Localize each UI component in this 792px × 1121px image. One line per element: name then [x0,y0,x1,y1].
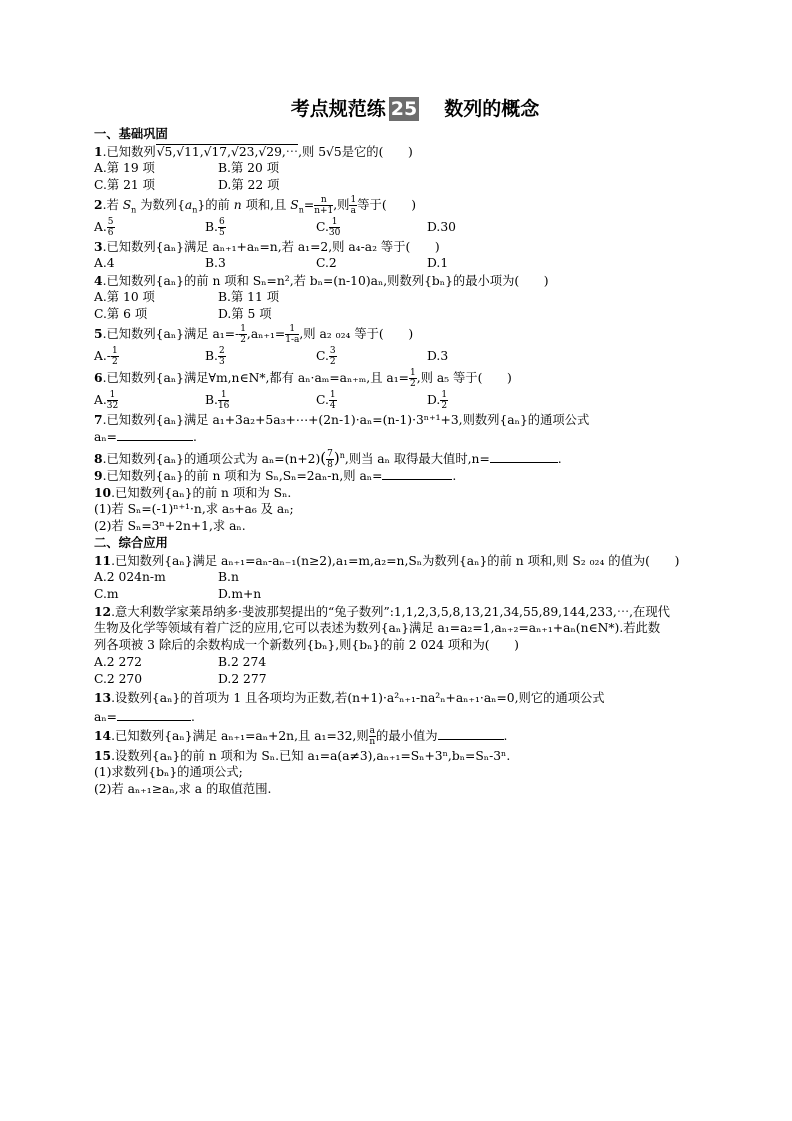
question-text: .已知数列{aₙ}满足 aₙ₊₁=aₙ+2n,且 a₁=32,则 [111,729,369,743]
math-sub: n [131,205,137,215]
question-text: .已知数列{aₙ}的前 n 项和为 Sₙ. [111,486,292,500]
question-14: 14.已知数列{aₙ}满足 aₙ₊₁=aₙ+2n,且 a₁=32,则 $\frac{a}{n}$ 的最小值为 . [94,726,508,747]
fraction: $\frac{6}{5}$ [218,217,225,238]
question-text: .已知数列{aₙ}满足∀m,n∈N*,都有 aₙ·aₘ=aₙ₊ₘ,且 a₁= [102,371,409,385]
math-var: S [290,198,299,212]
question-text: 为数列{ [136,198,185,212]
option-c[interactable]: C.第 21 项 [94,178,155,192]
question-number: 11 [94,553,112,568]
options-row [94,216,706,238]
fraction: $\frac{1}{30}$ [328,217,341,238]
question-number: 8 [94,451,103,467]
question-6 [94,367,706,389]
question-number: 12 [94,604,112,619]
question-number: 10 [94,485,112,500]
option-c[interactable]: C.m [94,587,119,601]
option-b[interactable]: B.3 [205,256,226,270]
question-text: .意大利数学家莱昂纳多·斐波那契提出的“兔子数列”:1,1,2,3,5,8,13,21,34,55,89,144,233,⋯,在现代 [111,605,670,619]
title-number-badge: 25 [390,98,418,120]
fraction: $\frac{1}{1-a}$ [285,324,300,345]
question-5 [94,323,706,345]
question-text: 等于( ) [357,198,417,212]
option-c[interactable]: C.2 [316,256,337,270]
question-15-part-1: (1)求数列{bₙ}的通项公式; [94,765,243,779]
question-10 [94,484,706,501]
question-text: .已知数列{aₙ}满足 aₙ₊₁=aₙ-aₙ₋₁(n≥2),a₁=m,a₂=n,Sₙ为数列{aₙ}的前 n 项和,则 S₂ ₀₂₄ 的值为( ) [111,554,680,568]
question-text: .设数列{aₙ}的前 n 项和为 Sₙ.已知 a₁=a(a≠3),aₙ₊₁=Sₙ+3ⁿ,bₙ=Sₙ-3ⁿ. [111,749,511,763]
option-d[interactable]: D.30 [427,220,456,234]
math-var: n [233,198,242,212]
option-d[interactable]: D.第 22 项 [218,178,280,192]
option-b[interactable]: B. $\frac{6}{5}$ [205,217,225,238]
question-text: .已知数列 [102,145,156,159]
option-d[interactable]: D. $\frac{1}{2}$ [427,390,448,411]
options-row [94,177,706,194]
option-b[interactable]: B.第 11 项 [218,290,280,304]
question-text: ,aₙ₊₁= [246,327,286,341]
answer-blank[interactable] [117,428,193,441]
fraction: $\frac{1}{2}$ [409,368,416,389]
question-text: .已知数列{aₙ}的前 n 项和为 Sₙ,Sₙ=2aₙ-n,则 aₙ= [102,469,383,483]
option-b[interactable]: B.2 274 [218,655,267,669]
question-text: ,则 a₂ ₀₂₄ 等于( ) [299,327,414,341]
question-12-line-3: 列各项被 3 除后的余数构成一个新数列{bₙ},则{bₙ}的前 2 024 项和为( ) [94,638,519,652]
question-text: 的最小值为 [376,729,438,743]
question-number: 15 [94,748,112,763]
fraction: $\frac{5}{6}$ [107,217,114,238]
question-3 [94,238,706,255]
answer-blank[interactable] [382,467,452,480]
answer-blank[interactable] [490,450,558,463]
options-row [94,671,706,688]
option-a[interactable]: A.第 19 项 [94,161,155,175]
option-a[interactable]: A. $\frac{1}{32}$ [94,390,119,411]
question-15-part-2: (2)若 aₙ₊₁≥aₙ,求 a 的取值范围. [94,782,272,796]
fraction: $\frac{1}{a}$ [350,195,357,216]
exercise-page [94,92,706,798]
option-b[interactable]: B. $\frac{2}{3}$ [205,346,225,367]
math-sub: n [298,205,304,215]
options-row [94,306,706,323]
answer-blank[interactable] [117,708,191,721]
fraction: $\frac{3}{2}$ [329,346,336,367]
question-number: 7 [94,412,103,427]
question-10-part-2: (2)若 Sₙ=3ⁿ+2n+1,求 aₙ. [94,519,246,533]
options-row [94,654,706,671]
question-text: .已知数列{aₙ}满足 aₙ₊₁+aₙ=n,若 a₁=2,则 a₄-a₂ 等于( ) [102,240,440,254]
question-12-line-2: 生物及化学等领域有着广泛的应用,它可以表述为数列{aₙ}满足 a₁=a₂=1,aₙ₊₂=aₙ₊₁+aₙ(n∈N*).若此数 [94,621,661,635]
option-c[interactable]: C. $\frac{1}{30}$ [316,217,341,238]
question-7 [94,411,706,428]
question-text: ,则当 aₙ 取得最大值时,n= [344,452,490,467]
question-number: 4 [94,273,103,288]
fraction: $\frac{1}{2}$ [111,346,118,367]
option-c[interactable]: C.2 270 [94,672,143,686]
option-c[interactable]: C. $\frac{3}{2}$ [316,346,336,367]
options-row [94,345,706,367]
option-b[interactable]: B.n [218,570,239,584]
option-c[interactable]: C. $\frac{1}{4}$ [316,390,336,411]
option-d[interactable]: D.2 277 [218,672,267,686]
options-row [94,569,706,586]
question-13 [94,688,706,708]
option-a[interactable]: A.2 024n-m [94,570,166,584]
question-13-answer-line: aₙ= . [94,710,195,724]
question-7-answer-line: aₙ= . [94,430,197,444]
fraction: $\frac{1}{16}$ [217,390,230,411]
question-15 [94,747,706,764]
page-title [124,92,706,126]
math-sub: n [192,205,198,215]
question-8: 8.已知数列{aₙ}的通项公式为 aₙ=(n+2)( $\frac{7}{8}$ )$^n$,则当 aₙ 取得最大值时,n= . [94,449,562,471]
option-a[interactable]: A. $\frac{5}{6}$ [94,217,114,238]
question-text: ,则 [333,198,350,212]
options-row [94,255,706,272]
question-2 [94,194,706,216]
fraction: $\frac{1}{2}$ [240,324,246,345]
question-11 [94,552,706,569]
question-10-part-1: (1)若 Sₙ=(-1)ⁿ⁺¹·n,求 a₅+a₆ 及 aₙ; [94,502,294,516]
question-4 [94,272,706,289]
sequence-text: √5,√11,√17,√23,√29,⋯ [156,145,299,159]
option-a[interactable]: A.4 [94,256,115,270]
question-text: .已知数列{aₙ}满足 a₁+3a₂+5a₃+⋯+(2n-1)·aₙ=(n-1)·3ⁿ⁺¹+3,则数列{aₙ}的通项公式 [102,413,590,427]
question-text: .若 [102,198,123,212]
question-text: .设数列{aₙ}的首项为 1 且各项均为正数,若(n+1)·a²ₙ₊₁-na²ₙ+aₙ₊₁·aₙ=0,则它的通项公式 [111,691,605,705]
fraction: $\frac{n}{n+1}$ [314,195,334,216]
option-a[interactable]: A.- $\frac{1}{2}$ [94,346,118,367]
options-row [94,586,706,603]
question-text: .已知数列{aₙ}的前 n 项和 Sₙ=n²,若 bₙ=(n-10)aₙ,则数列{bₙ}的最小项为( ) [102,274,549,288]
option-d[interactable]: D.m+n [218,587,262,601]
option-d[interactable]: D.1 [427,256,449,270]
question-text: .已知数列{aₙ}满足 a₁=- [102,327,240,341]
option-c[interactable]: C.第 6 项 [94,307,148,321]
option-d[interactable]: D.3 [427,349,449,363]
math-var: S [122,198,132,212]
title-prefix: 考点规范练 [290,98,386,120]
fraction: $\frac{1}{2}$ [441,390,448,411]
fraction: $\frac{2}{3}$ [218,346,225,367]
section-heading-basic: 一、基础巩固 [94,127,168,141]
question-text: = [303,198,315,212]
question-text: 项和,且 [241,198,291,212]
question-number: 13 [94,690,112,705]
question-text: ,则 a₅ 等于( ) [416,371,512,385]
section-heading-comprehensive: 二、综合应用 [94,536,168,550]
options-row [94,389,706,411]
fraction: $\frac{a}{n}$ [369,726,376,747]
question-number: 1 [94,144,103,159]
question-number: 3 [94,239,103,254]
option-a[interactable]: A.2 272 [94,655,142,669]
math-var: a [184,198,193,212]
question-1 [94,143,706,160]
option-a[interactable]: A.第 10 项 [94,290,155,304]
question-text: }的前 [197,198,234,212]
question-number: 2 [94,197,103,212]
answer-blank[interactable] [438,727,504,740]
question-text: ,则 5√5是它的( ) [298,145,413,159]
fraction: $\frac{1}{4}$ [329,390,336,411]
option-d[interactable]: D.第 5 项 [218,307,272,321]
fraction: $\frac{1}{32}$ [106,390,119,411]
title-topic: 数列的概念 [444,98,540,120]
option-b[interactable]: B. $\frac{1}{16}$ [205,390,230,411]
options-row [94,289,706,306]
question-number: 6 [94,370,103,385]
question-9: 9.已知数列{aₙ}的前 n 项和为 Sₙ,Sₙ=2aₙ-n,则 aₙ= . [94,468,457,483]
question-number: 5 [94,326,103,341]
question-number: 14 [94,728,112,743]
question-12 [94,603,706,620]
option-b[interactable]: B.第 20 项 [218,161,280,175]
question-text: .已知数列{aₙ}的通项公式为 aₙ=(n+2) [102,452,321,467]
options-row [94,160,706,177]
question-number: 9 [94,468,103,483]
fraction: $\frac{7}{8}$ [327,449,333,471]
